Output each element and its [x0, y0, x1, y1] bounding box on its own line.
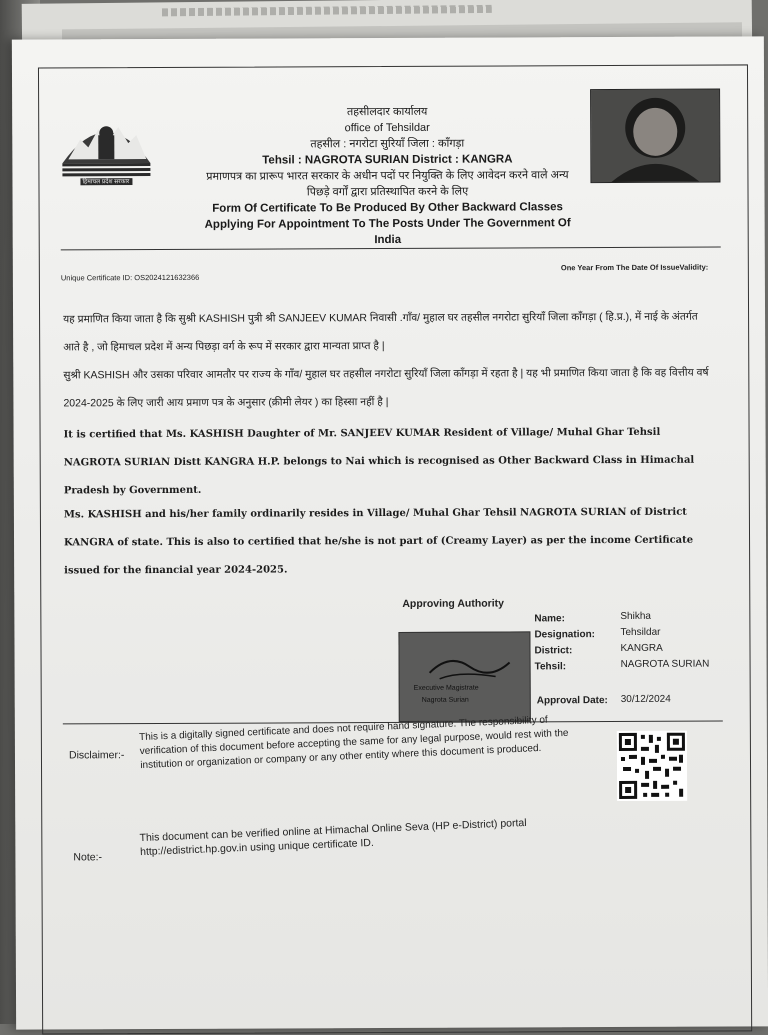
certificate-sheet [12, 36, 768, 1029]
tehsil-value: NAGROTA SURIAN [620, 658, 710, 670]
signature-text-2: Nagrota Surian [421, 696, 469, 704]
signature-text-1: Executive Magistrate [413, 684, 479, 692]
form-hindi-line2: पिछड़े वर्गों द्वारा प्रतिस्थापित करने के लिए [306, 185, 469, 199]
unique-certificate-id: Unique Certificate ID: OS2024121632366 [60, 272, 200, 283]
form-english-line3: India [374, 233, 402, 247]
note-text: This document can be verified online at Himachal Online Seva (HP e-District) portal http://edistrict.hp.gov.in using unique certificate ID. [139, 816, 527, 859]
applicant-photo [590, 89, 720, 184]
office-hindi: तहसीलदार कार्यालय [346, 105, 428, 119]
district-label: District: [534, 645, 573, 657]
hindi-paragraph-2: सुश्री KASHISH और उसका परिवार आमतौर पर राज्य के गाँव/ मुहाल घर तहसील नगरोटा सुरियाँ जिला काँगड़ा में रहता है | यह भी प्रमाणित किया जाता है कि वह वित्तीय वर्ष 2024-2025 के लिए जारी आय प्रमाण पत्र के अनुसार (क्रीमी लेयर ) का हिस्सा नहीं है | [63, 366, 709, 410]
validity-text: One Year From The Date Of IssueValidity: [560, 262, 709, 273]
himachal-pradesh-emblem-icon [58, 105, 154, 185]
tehsil-label: Tehsil: [534, 661, 567, 673]
tehsil-english: Tehsil : NAGROTA SURIAN District : KANGRA [262, 153, 513, 167]
hindi-paragraph-1: यह प्रमाणित किया जाता है कि सुश्री KASHISH पुत्री श्री SANJEEV KUMAR निवासी .गाँव/ मुहाल घर तहसील नगरोटा सुरियाँ जिला काँगड़ा ( हि.प्र.), में नाई के अंतर्गत आते है , जो हिमाचल प्रदेश में अन्य पिछड़ा वर्ग के रूप में सरकार द्वारा मान्यता प्राप्त है | [63, 310, 698, 354]
district-value: KANGRA [620, 642, 663, 654]
form-hindi-line1: प्रमाणपत्र का प्रारूप भारत सरकार के अधीन पदों पर नियुक्ति के लिए आवेदन करने वाले अन्य [206, 169, 569, 183]
note-label: Note:- [73, 851, 103, 864]
approval-date-value: 30/12/2024 [620, 693, 671, 705]
name-label: Name: [534, 613, 565, 625]
designation-value: Tehsildar [620, 626, 661, 638]
tehsil-hindi: तहसील : नगरोटा सुरियाँ जिला : काँगड़ा [310, 137, 465, 151]
designation-label: Designation: [534, 629, 596, 641]
disclaimer-text: This is a digitally signed certificate and does not require hand signature. The responsibility of verification of this document before accepting the same for any legal purpose, would rest with the institution or organization or company or any other entity where this document is produced. [138, 714, 569, 772]
header-block [172, 103, 603, 249]
approving-authority-title: Approving Authority [402, 597, 505, 610]
logo-caption: हिमाचल प्रदेश सरकार [82, 179, 130, 186]
english-paragraph-2: Ms. KASHISH and his/her family ordinarily resides in Village/ Muhal Ghar Tehsil NAGROTA SURIAN of District KANGRA of state. This is also to certified that he/she is not part of (Creamy Layer) as per the income Certificate issued for the financial year 2024-2025. [63, 506, 694, 577]
name-value: Shikha [620, 610, 651, 622]
disclaimer-label: Disclaimer:- [68, 749, 125, 762]
qr-code-icon [617, 731, 687, 801]
form-english-line2: Applying For Appointment To The Posts Under The Government Of [204, 217, 571, 231]
form-english-line1: Form Of Certificate To Be Produced By Other Backward Classes [212, 201, 563, 215]
english-paragraph-1: It is certified that Ms. KASHISH Daughter of Mr. SANJEEV KUMAR Resident of Village/ Muhal Ghar Tehsil NAGROTA SURIAN Distt KANGRA H.P. belongs to Nai which is recognised as Other Backward Class in Himachal Pradesh by Government. [63, 426, 695, 497]
office-english: office of Tehsildar [344, 121, 430, 135]
approval-date-label: Approval Date: [536, 695, 608, 707]
digital-signature-stamp [398, 631, 530, 722]
